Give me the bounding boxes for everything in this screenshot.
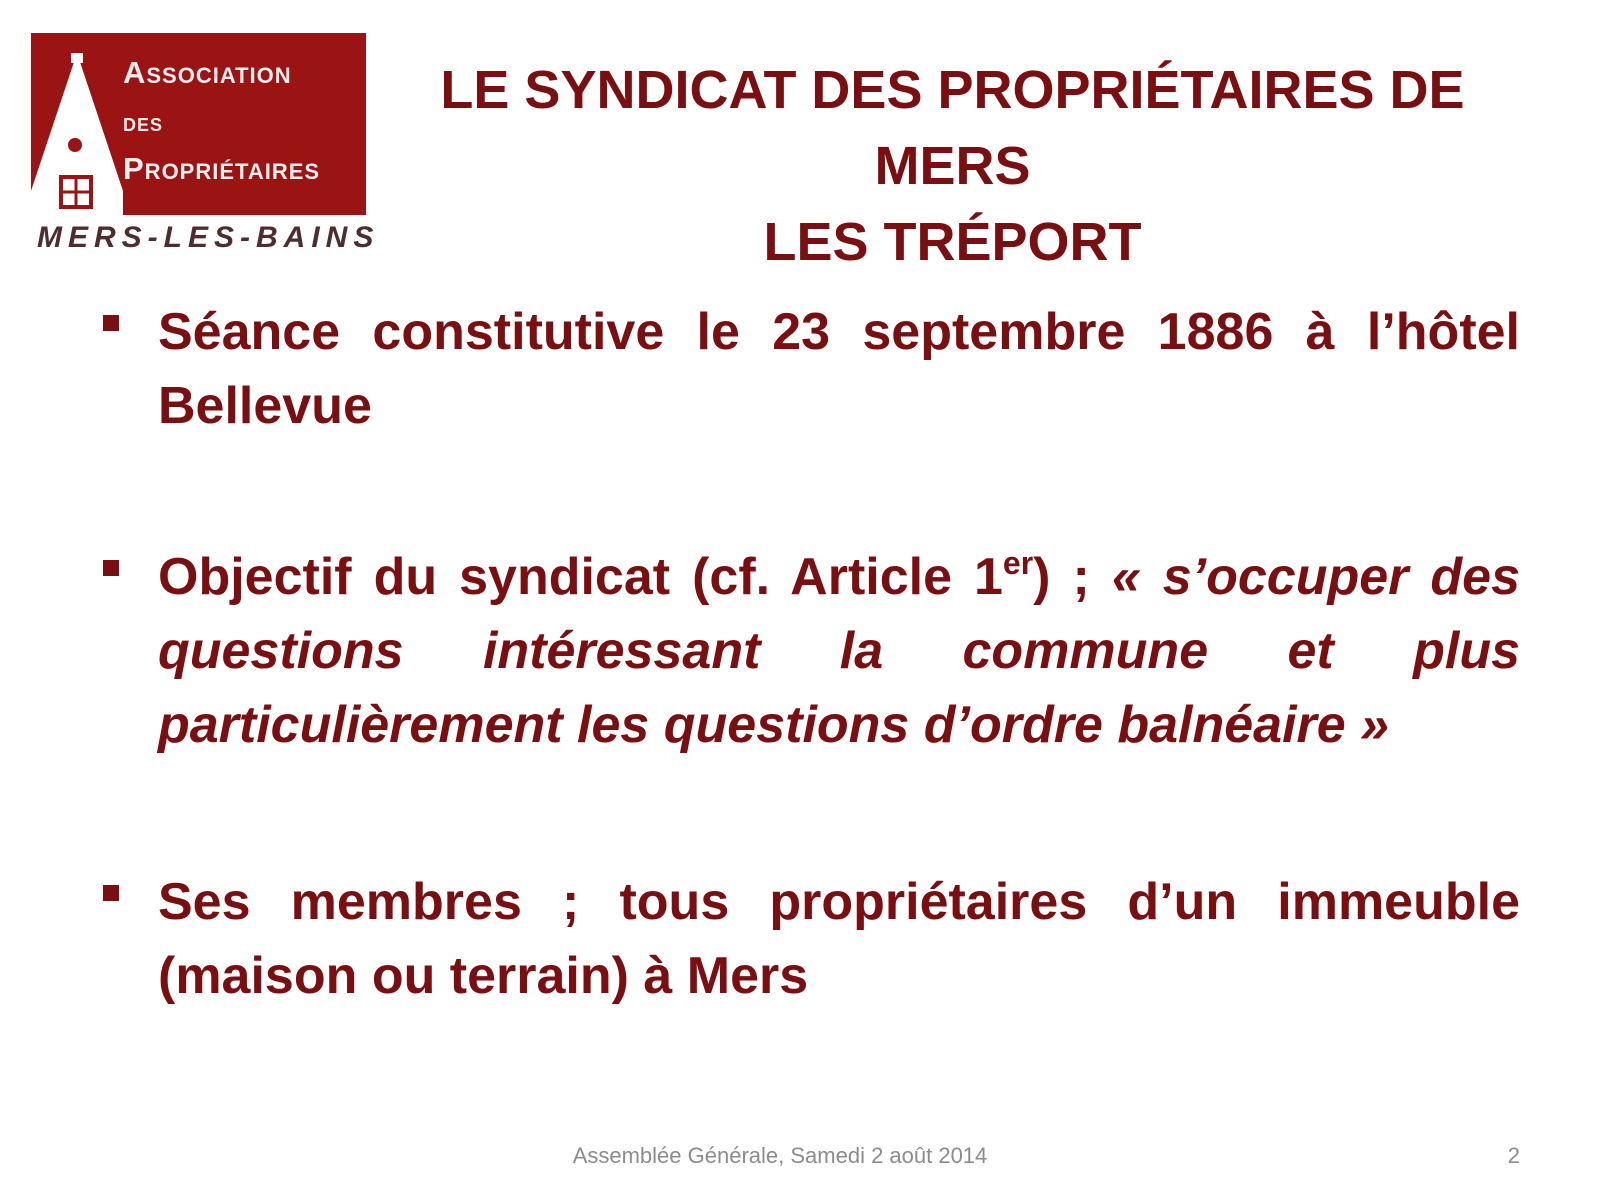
slide-title-line-1: LE SYNDICAT DES PROPRIÉTAIRES DE MERS [440,60,1465,196]
slide-title [385,52,1520,280]
square-bullet-icon [103,315,119,331]
objective-separator: ) ; [1033,548,1112,606]
slide-title-line-2: LES TRÉPORT [763,212,1142,272]
objective-lead: Objectif du syndicat (cf. Article 1 [158,548,1003,606]
bullet-text: Séance constitutive le 23 septembre 1886 à l’hôtel Bellevue [158,303,1520,435]
bullet-text: Ses membres ; tous propriétaires d’un immeuble (maison ou terrain) à Mers [158,873,1520,1005]
bullet-text [158,540,1520,762]
footer-text: Assemblée Générale, Samedi 2 août 2014 [572,1143,988,1168]
objective-quote: « s’occuper des questions intéressant la commune et plus particulièrement les questions d’ordre balnéaire » [158,548,1520,754]
logo-text-line-2: des [123,109,164,137]
logo-subtitle: MERS-LES-BAINS [37,221,380,254]
page-number: 2 [1507,1143,1520,1168]
logo-text-line-3: Propriétaires [123,151,321,186]
logo-text-line-1: Association [123,55,292,90]
logo-background [31,33,366,215]
square-bullet-icon [103,560,119,576]
association-logo [31,33,380,258]
square-bullet-icon [103,885,119,901]
ordinal-superscript: er [1002,545,1034,581]
